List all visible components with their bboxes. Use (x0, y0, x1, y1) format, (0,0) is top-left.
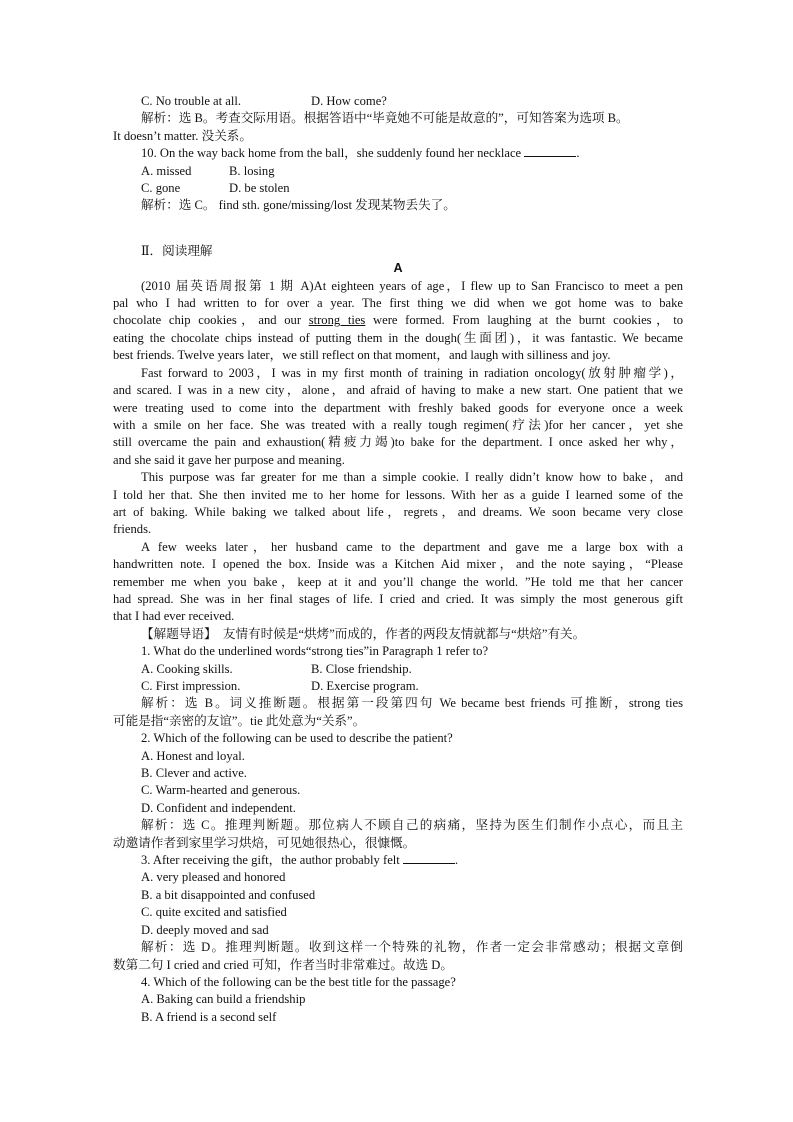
option-a: A. missed (141, 163, 192, 178)
option-a: A. Cooking skills. (141, 661, 233, 676)
q4-option-a: A. Baking can build a friendship (141, 992, 306, 1007)
q2-option-d: D. Confident and independent. (141, 800, 296, 815)
q3-stem (113, 852, 683, 869)
p4-line3: remember me when you bake，keep at it and you’ll change the world. ”He told me that her cancer (113, 574, 683, 589)
option-b: B. Close friendship. (311, 661, 412, 676)
q9-options (113, 93, 683, 110)
q10-stem-text: 10. On the way back home from the ball，she suddenly found her necklace (141, 146, 522, 161)
q4-stem: 4. Which of the following can be the best title for the passage? (141, 974, 456, 989)
q3-option-c: C. quite excited and satisfied (141, 905, 287, 920)
p4-line4: had spread. She was in her final stages of life. I cried and cried. It was simply the most generous gift (113, 591, 683, 606)
option-d: D. Exercise program. (311, 679, 419, 693)
p3-line2: I told her that. She then invited me to her home for lessons. With her as a guide I learned some of the (113, 487, 683, 502)
q3-analysis-line1: 解析：选 D。推理判断题。收到这样一个特殊的礼物，作者一定会非常感动；根据文章倒 (141, 940, 683, 955)
p4-line2: handwritten note. I opened the box. Inside was a Kitchen Aid mixer，and the note saying，“Please (113, 557, 683, 572)
p2-line5: still overcame the pain and exhaustion(精疲力竭)to bake for the department. I once asked her why， (113, 435, 683, 450)
q1-analysis-line2: 可能是指“亲密的友谊”。tie 此处意为“关系”。 (113, 713, 366, 728)
p2-line1: Fast forward to 2003，I was in my first month of training in radiation oncology(放射肿瘤学)， (141, 365, 683, 380)
p1-line4: eating the chocolate chips instead of putting them in the dough(生面团)，it was fantastic. We became (113, 330, 683, 345)
q3-option-d: D. deeply moved and sad (141, 922, 269, 937)
p1-line3-a: chocolate chip cookies，and our (113, 313, 309, 328)
q10-stem (113, 145, 683, 162)
p1-line1: (2010 届英语周报第 1 期 A)At eighteen years of age，I flew up to San Francisco to meet a pen (141, 278, 683, 293)
q2-stem: 2. Which of the following can be used to describe the patient? (141, 731, 453, 746)
q9-analysis-line2: It doesn’t matter. 没关系。 (113, 128, 252, 143)
p1-line3-b: were formed. From laughing at the burnt cookies，to (365, 313, 684, 328)
q3-stem-end: . (454, 853, 459, 868)
document-page (113, 93, 683, 1026)
option-d: D. be stolen (229, 181, 290, 196)
q2-option-c: C. Warm-hearted and generous. (141, 783, 301, 798)
spacer (113, 215, 683, 243)
answer-blank (524, 145, 576, 157)
underlined-words: strong ties (308, 313, 366, 328)
p4-line1: A few weeks later，her husband came to the department and gave me a large box with a (141, 539, 683, 554)
option-c: C. First impression. (141, 679, 241, 693)
section-title: Ⅱ．阅读理解 (141, 243, 213, 258)
p1-line2: pal who I had written to for over a year. The first thing we did when we got home was to bake (113, 296, 683, 311)
q3-stem-text: 3. After receiving the gift，the author probably felt (141, 853, 400, 868)
q1-options-row1 (113, 661, 683, 678)
q1-analysis-line1: 解析：选 B。词义推断题。根据第一段第四句 We became best friends 可推断，strong ties (141, 696, 683, 711)
q2-option-b: B. Clever and active. (141, 766, 247, 781)
q2-option-a: A. Honest and loyal. (141, 748, 245, 763)
p3-line4: friends. (113, 522, 152, 537)
q1-stem: 1. What do the underlined words“strong ties”in Paragraph 1 refer to? (141, 644, 489, 659)
answer-blank (403, 852, 455, 864)
passage-label: A (393, 261, 403, 276)
option-c: C. No trouble at all. (141, 94, 242, 108)
p2-line4: with a smile on her face. She was treated with a really tough regimen(疗法)for her cancer，yet she (113, 417, 683, 432)
q2-analysis-line1: 解析：选 C。推理判断题。那位病人不顾自己的病痛，坚持为医生们制作小点心，而且主 (141, 818, 683, 833)
q9-analysis-line1: 解析：选 B。考查交际用语。根据答语中“毕竟她不可能是故意的”，可知答案为选项 B。 (141, 111, 629, 126)
p3-line1: This purpose was far greater for me than a simple cookie. I really didn’t know how to bake，and (141, 470, 683, 485)
p1-line5: best friends. Twelve years later，we still reflect on that moment，and laugh with silliness and joy. (113, 348, 611, 363)
q10-stem-end: . (576, 146, 580, 161)
p1-line3 (113, 312, 683, 329)
p4-line5: that I had ever received. (113, 609, 235, 624)
p2-line2: and scared. I was in a new city，alone，and afraid of having to make a new start. One patient that we (113, 383, 683, 398)
q10-analysis: 解析：选 C。 find sth. gone/missing/lost 发现某物丢失了。 (141, 198, 456, 213)
option-b: B. losing (229, 163, 275, 178)
option-c: C. gone (141, 181, 181, 196)
p2-line6: and she said it gave her purpose and meaning. (113, 452, 345, 467)
p3-line3: art of baking. While baking we talked about life，regrets，and dreams. We soon became very close (113, 504, 683, 519)
q4-option-b: B. A friend is a second self (141, 1009, 277, 1024)
option-d: D. How come? (311, 94, 387, 108)
guide-note: 【解题导语】 友情有时候是“烘烤”而成的，作者的两段友情就都与“烘焙”有关。 (141, 626, 586, 641)
q3-option-a: A. very pleased and honored (141, 870, 286, 885)
q10-options-row1 (113, 163, 683, 180)
q3-analysis-line2: 数第二句 I cried and cried 可知，作者当时非常难过。故选 D。 (113, 957, 453, 972)
q10-options-row2 (113, 180, 683, 197)
p2-line3: were treating used to come into the department with freshly baked goods for everyone once a week (113, 400, 683, 415)
q3-option-b: B. a bit disappointed and confused (141, 887, 316, 902)
q1-options-row2 (113, 678, 683, 695)
q2-analysis-line2: 动邀请作者到家里学习烘焙，可见她很热心，很慷慨。 (113, 835, 416, 850)
